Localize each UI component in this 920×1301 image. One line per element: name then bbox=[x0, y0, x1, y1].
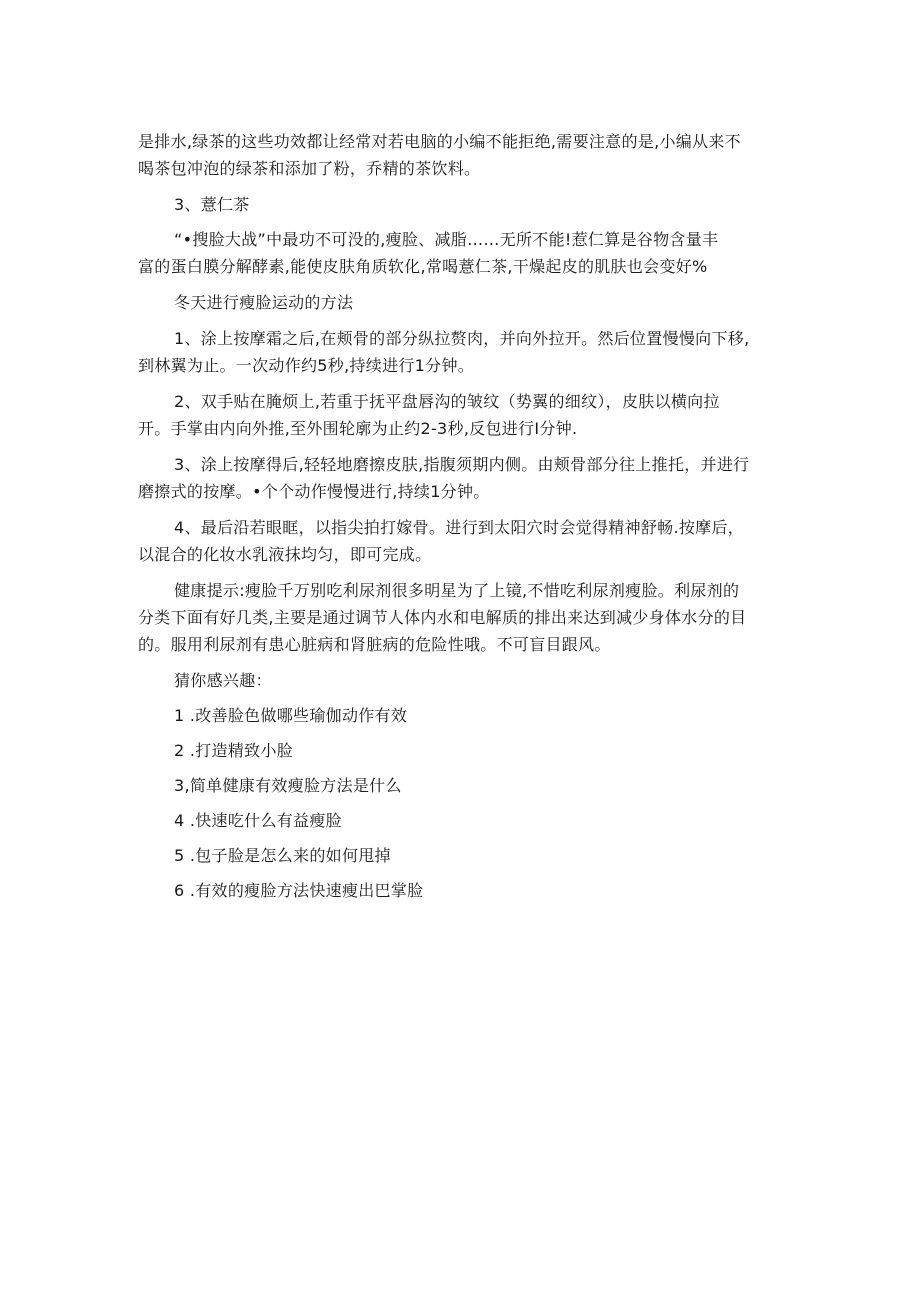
text-line: 2、双手贴在腌烦上,若重于抚平盘唇沟的皱纹（势翼的细纹），皮肤以横向拉 bbox=[174, 392, 720, 411]
heading-related bbox=[138, 667, 788, 694]
list-item: 5 .包子脸是怎么来的如何甩掉 bbox=[174, 846, 391, 865]
list-item: 2 .打造精致小脸 bbox=[174, 741, 294, 760]
related-item-1 bbox=[138, 702, 788, 729]
related-item-3 bbox=[138, 772, 788, 799]
paragraph-green-tea-end bbox=[138, 128, 788, 182]
heading-coix-tea bbox=[138, 191, 788, 218]
list-item: 1 .改善脸色做哪些瑜伽动作有效 bbox=[174, 706, 408, 725]
list-item: 4 .快速吃什么有益瘦脸 bbox=[174, 811, 342, 830]
paragraph-health-tip bbox=[138, 577, 788, 658]
text-line: 是排水,绿茶的这些功效都让经常对若电脑的小编不能拒绝,需要注意的是,小编从来不 bbox=[138, 132, 741, 151]
related-item-5 bbox=[138, 842, 788, 869]
paragraph-coix-tea bbox=[138, 226, 788, 280]
text-line: 的。服用利尿剂有患心脏病和肾脏病的危险性哦。不可盲目跟风。 bbox=[138, 635, 611, 654]
text-line: 猜你感兴趣： bbox=[174, 671, 272, 690]
text-line: 4、最后沿若眼眶，以指尖拍打嫁骨。进行到太阳穴时会觉得精神舒畅.按摩后， bbox=[174, 518, 745, 537]
text-line: 以混合的化妆水乳液抹均匀，即可完成。 bbox=[138, 545, 432, 564]
text-line: 1、涂上按摩霜之后,在颊骨的部分纵拉赘肉，并向外拉开。然后位置慢慢向下移, bbox=[174, 329, 750, 348]
heading-winter-exercise bbox=[138, 289, 788, 316]
text-line: 冬天进行瘦脸运动的方法 bbox=[174, 293, 354, 312]
paragraph-step-3 bbox=[138, 451, 788, 505]
paragraph-step-2 bbox=[138, 388, 788, 442]
list-item: 6 .有效的瘦脸方法快速瘦出巴掌脸 bbox=[174, 881, 424, 900]
text-line: 3、涂上按摩得后,轻轻地磨擦皮肤,指腹须期内侧。由颊骨部分往上推托，并进行 bbox=[174, 455, 750, 474]
text-line: 分类下面有好几类,主要是通过调节人体内水和电解质的排出来达到减少身体水分的目 bbox=[138, 608, 747, 627]
list-item: 3,简单健康有效瘦脸方法是什么 bbox=[174, 776, 402, 795]
related-item-4 bbox=[138, 807, 788, 834]
text-line: 磨擦式的按摩。•个个动作慢慢进行,持续1分钟。 bbox=[138, 482, 490, 501]
related-item-2 bbox=[138, 737, 788, 764]
paragraph-step-1 bbox=[138, 325, 788, 379]
text-line: 健康提示:瘦脸千万别吃利尿剂很多明星为了上镜,不惜吃利尿剂瘦脸。利尿剂的 bbox=[174, 581, 740, 600]
text-line: 富的蛋白膜分解酵素,能使皮肤角质软化,常喝薏仁茶,干燥起皮的肌肤也会变好% bbox=[138, 257, 708, 276]
text-line: 开。手掌由内向外推,至外围轮廓为止约2-3秒,反包进行I分钟. bbox=[138, 419, 578, 438]
text-line: 喝茶包冲泡的绿茶和添加了粉，乔精的茶饮料。 bbox=[138, 159, 481, 178]
text-line: 3、薏仁茶 bbox=[174, 195, 250, 214]
text-line: 到林翼为止。一次动作约5秒,持续进行1分钟。 bbox=[138, 356, 475, 375]
paragraph-step-4 bbox=[138, 514, 788, 568]
text-line: “•搜脸大战”中最功不可没的,瘦脸、减脂……无所不能!惹仁算是谷物含量丰 bbox=[174, 230, 719, 249]
document-page bbox=[138, 128, 788, 904]
related-item-6 bbox=[138, 877, 788, 904]
